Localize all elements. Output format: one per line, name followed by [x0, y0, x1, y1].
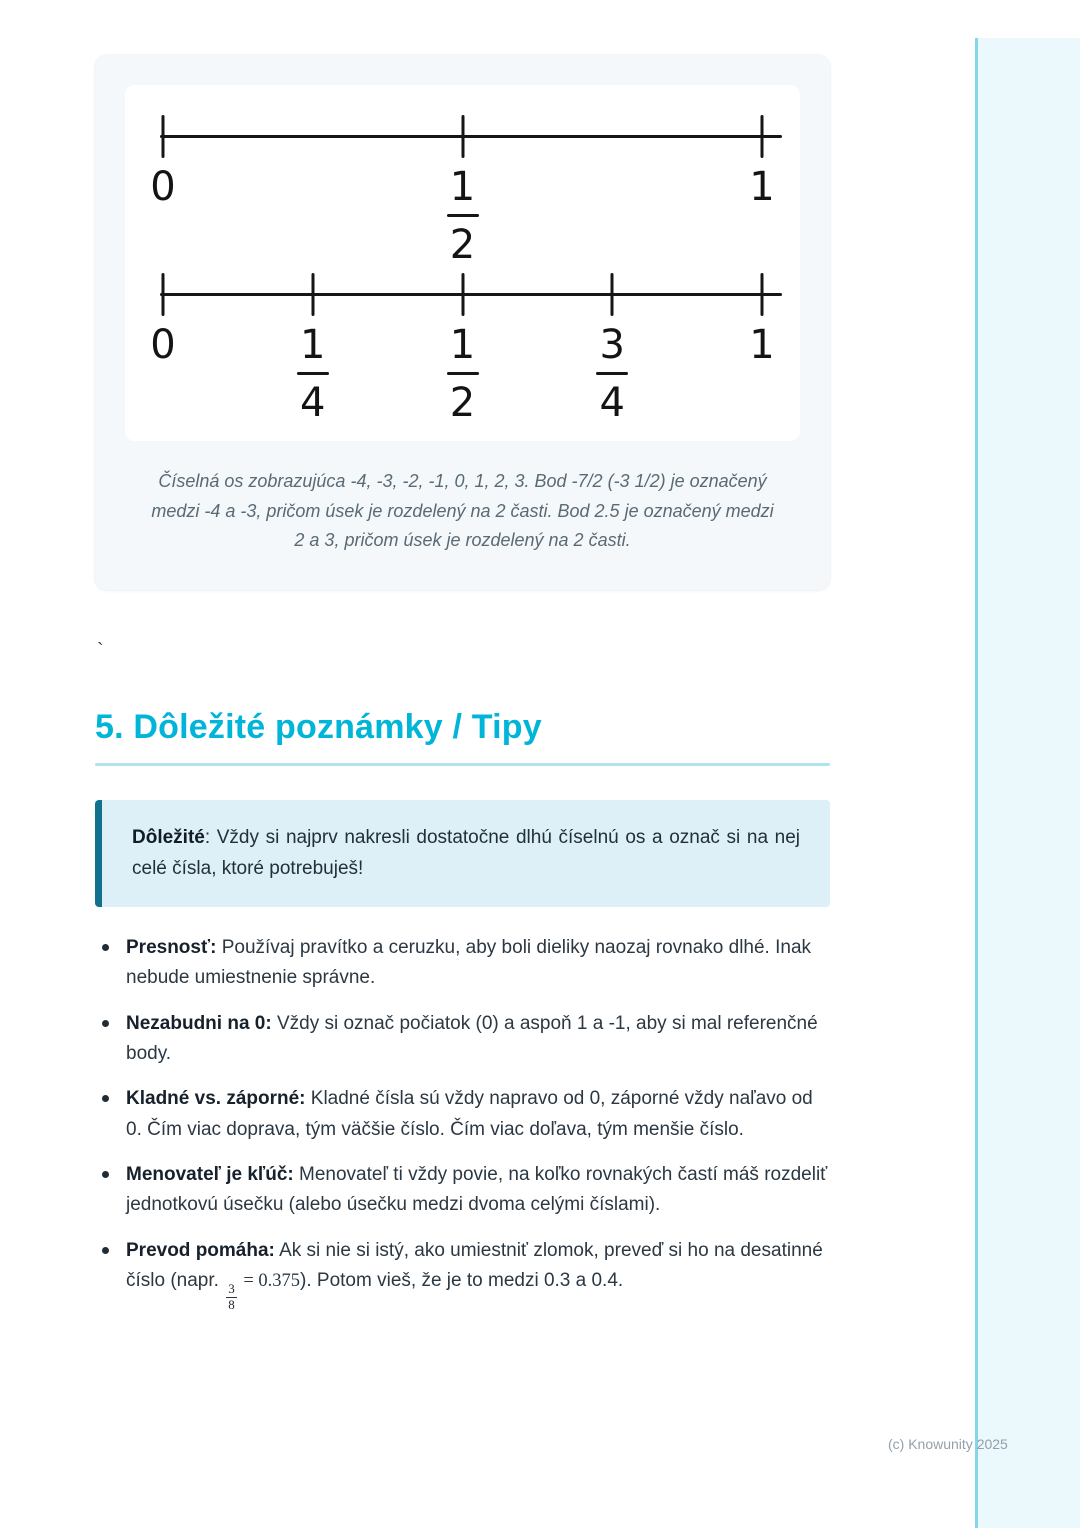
fraction-bar: [297, 372, 329, 375]
tip-lead: Nezabudni na 0:: [126, 1012, 272, 1034]
stray-backtick-char: `: [97, 640, 104, 663]
fraction-numerator: 3: [599, 322, 625, 368]
tick-label-one-half: [447, 164, 479, 268]
fraction-bar: [447, 372, 479, 375]
number-lines-figure: [125, 85, 800, 441]
fraction-denominator: 2: [449, 222, 476, 268]
tip-item-denominator: [95, 1160, 830, 1221]
fraction-bar: [596, 372, 628, 375]
axis-line: [160, 135, 782, 138]
tip-lead: Presnosť:: [126, 936, 217, 958]
tip-text: Kladné čísla sú vždy napravo od 0, záporné vždy naľavo od 0. Čím viac doprava, tým väčšie číslo. Čím viac doľava, tým menšie číslo.: [126, 1088, 813, 1140]
callout-text: : Vždy si najprv nakresli dostatočne dlhú číselnú os a označ si na nej celé čísla, ktoré potrebuješ!: [132, 827, 800, 880]
page-edge-stripe: [975, 38, 1080, 1528]
bullet-icon: [102, 1095, 109, 1102]
tick-mark: [461, 115, 464, 158]
fraction-denominator: 4: [300, 380, 326, 426]
figure-card: [95, 55, 830, 590]
fraction-numerator: 1: [300, 322, 326, 368]
important-callout: [95, 800, 830, 907]
tick-mark: [162, 115, 165, 158]
fraction-bar: [447, 214, 479, 217]
tip-text: Vždy si označ počiatok (0) a aspoň 1 a -1, aby si mal referenčné body.: [126, 1012, 818, 1064]
number-line-quarters: [150, 273, 775, 426]
bullet-icon: [102, 1171, 109, 1178]
tick-label-zero: 0: [150, 322, 176, 368]
tip-item-positive-negative: [95, 1084, 830, 1145]
bullet-icon: [102, 1020, 109, 1027]
tick-mark: [611, 273, 614, 316]
tick-mark: [311, 273, 314, 316]
tip-text: Používaj pravítko a ceruzku, aby boli dieliky naozaj rovnako dlhé. Inak nebude umiestnenie správne.: [126, 936, 812, 989]
tick-mark: [461, 273, 464, 316]
callout-lead: Dôležité: [132, 827, 205, 849]
tick-label-zero: 0: [150, 164, 176, 210]
number-line-halves: [150, 115, 775, 268]
fraction-numerator: 1: [449, 322, 476, 368]
tick-label-one-quarter: [297, 322, 329, 426]
section-title: 5. Dôležité poznámky / Tipy: [95, 708, 542, 747]
bullet-icon: [102, 944, 109, 951]
tick-label-three-quarters: [596, 322, 628, 426]
fraction-denominator: 4: [599, 380, 625, 426]
figure-caption: Číselná os zobrazujúca -4, -3, -2, -1, 0, 1, 2, 3. Bod -7/2 (-3 1/2) je označený medzi -4 a -3, pričom úsek je rozdelený na 2 časti. Bod 2.5 je označený medzi 2 a 3, pričom úsek je rozdelený na 2 časti.: [151, 471, 774, 551]
axis-line: [160, 293, 782, 296]
tip-item-zero: [95, 1009, 830, 1070]
tip-lead: Kladné vs. záporné:: [126, 1088, 306, 1110]
tip-text: Ak si nie si istý, ako umiestniť zlomok, preveď si ho na desatinné číslo (napr.: [126, 1239, 823, 1292]
bullet-icon: [102, 1247, 109, 1254]
tip-item-conversion: [95, 1236, 830, 1313]
tip-text: Menovateľ ti vždy povie, na koľko rovnakých častí máš rozdeliť jednotkovú úsečku (alebo úsečku medzi dvoma celými číslami).: [126, 1164, 828, 1216]
tick-mark: [761, 115, 764, 158]
section-divider: [95, 763, 830, 766]
fraction-numerator: 3: [228, 1281, 235, 1297]
tip-lead: Menovateľ je kľúč:: [126, 1164, 294, 1186]
fraction-denominator: 8: [228, 1297, 235, 1313]
fraction-denominator: 2: [449, 380, 476, 426]
tick-label-one: 1: [749, 322, 775, 368]
tick-label-one: 1: [749, 164, 775, 210]
tips-list: [95, 933, 830, 1313]
tip-text: ). Potom vieš, že je to medzi 0.3 a 0.4.: [300, 1270, 624, 1292]
fraction-numerator: 1: [449, 164, 476, 210]
tip-item-precision: [95, 933, 830, 994]
tick-mark: [761, 273, 764, 316]
inline-fraction: [226, 1282, 237, 1313]
tip-lead: Prevod pomáha:: [126, 1239, 275, 1261]
tick-mark: [162, 273, 165, 316]
tick-label-one-half: [447, 322, 479, 426]
page-content: [95, 0, 830, 1313]
copyright-notice: (c) Knowunity 2025: [888, 1436, 1008, 1452]
math-equation: = 0.375: [238, 1271, 301, 1292]
